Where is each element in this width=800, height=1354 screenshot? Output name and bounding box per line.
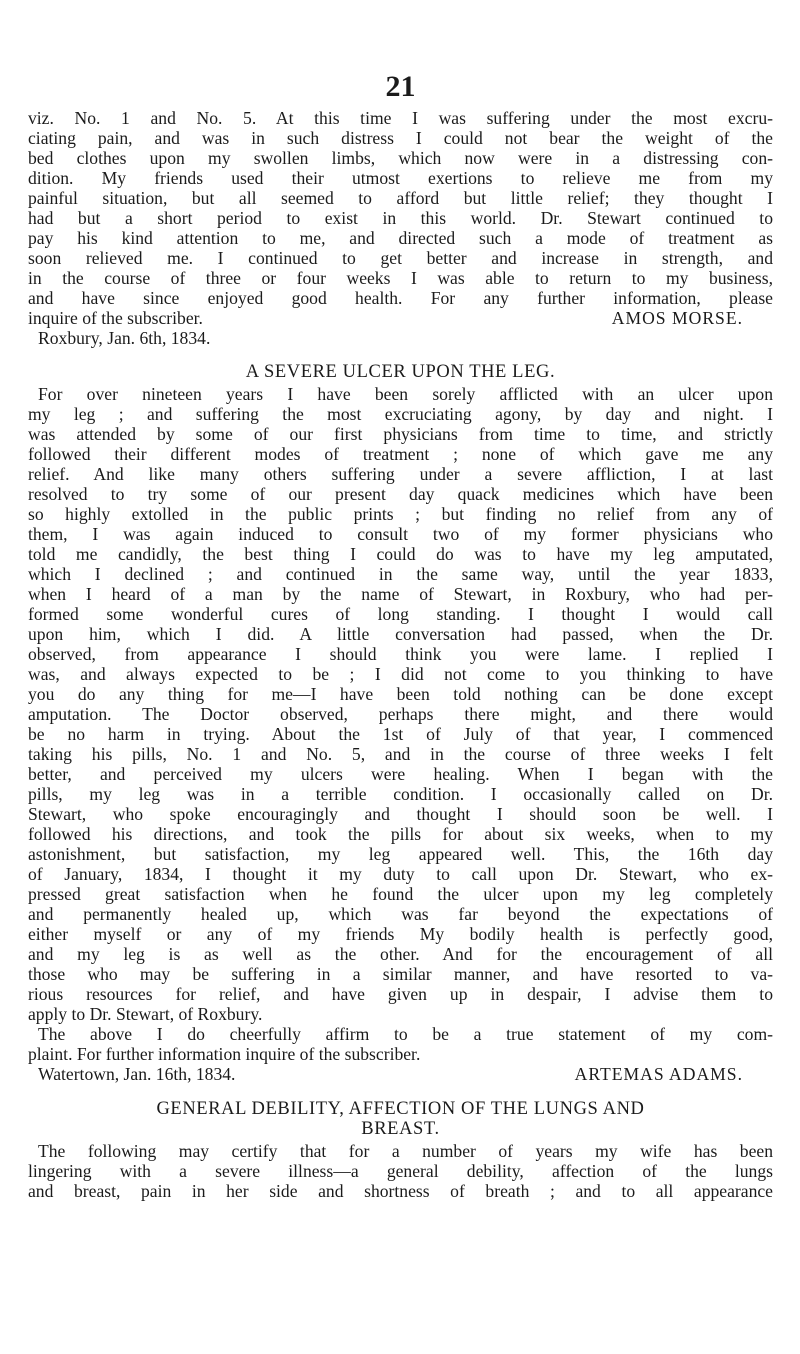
text-line: bed clothes upon my swollen limbs, which now were in a distressing con-	[28, 148, 773, 168]
text-line: in the course of three or four weeks I was able to return to my business,	[28, 268, 773, 288]
text-line: painful situation, but all seemed to afford but little relief; they thought I	[28, 188, 773, 208]
text-line: and breast, pain in her side and shortness of breath ; and to all appearance	[28, 1181, 773, 1201]
text-line: resolved to try some of our present day quack medicines which have been	[28, 484, 773, 504]
document-page	[28, 0, 773, 1354]
text-line: them, I was again induced to consult two of my former physicians who	[28, 524, 773, 544]
signature-row	[28, 1064, 773, 1084]
text-line: so highly extolled in the public prints ; but finding no relief from any of	[28, 504, 773, 524]
text-line: pay his kind attention to me, and directed such a mode of treatment as	[28, 228, 773, 248]
text-line: amputation. The Doctor observed, perhaps there might, and there would	[28, 704, 773, 724]
text-line: plaint. For further information inquire of the subscriber.	[28, 1044, 421, 1064]
text-line: better, and perceived my ulcers were healing. When I began with the	[28, 764, 773, 784]
text-line: was, and always expected to be ; I did not come to you thinking to have	[28, 664, 773, 684]
text-line: apply to Dr. Stewart, of Roxbury.	[28, 1004, 263, 1024]
text-line: and my leg is as well as the other. And for the encouragement of all	[28, 944, 773, 964]
text-line: be no harm in trying. About the 1st of July of that year, I commenced	[28, 724, 773, 744]
signature-name: AMOS MORSE.	[611, 308, 743, 328]
text-line: had but a short period to exist in this world. Dr. Stewart continued to	[28, 208, 773, 228]
text-line: soon relieved me. I continued to get better and increase in strength, and	[28, 248, 773, 268]
text-line: The following may certify that for a number of years my wife has been	[38, 1141, 773, 1161]
text-line: and have since enjoyed good health. For any further information, please	[28, 288, 773, 308]
text-line: Stewart, who spoke encouragingly and thought I should soon be well. I	[28, 804, 773, 824]
section-heading: A SEVERE ULCER UPON THE LEG.	[245, 362, 556, 382]
text-line: rious resources for relief, and have given up in despair, I advise them to	[28, 984, 773, 1004]
section-heading-continued: BREAST.	[361, 1119, 440, 1139]
text-line: observed, from appearance I should think you were lame. I replied I	[28, 644, 773, 664]
text-line: told me candidly, the best thing I could do was to have my leg amputated,	[28, 544, 773, 564]
text-line: pressed great satisfaction when he found the ulcer upon my leg completely	[28, 884, 773, 904]
text-line: For over nineteen years I have been sorely afflicted with an ulcer upon	[38, 384, 773, 404]
text-line: my leg ; and suffering the most excruciating agony, by day and night. I	[28, 404, 773, 424]
place-date: Roxbury, Jan. 6th, 1834.	[38, 328, 211, 348]
text-line: was attended by some of our first physicians from time to time, and strictly	[28, 424, 773, 444]
text-line: relief. And like many others suffering under a severe affliction, I at last	[28, 464, 773, 484]
text-line: followed his directions, and took the pills for about six weeks, when to my	[28, 824, 773, 844]
text-line: upon him, which I did. A little conversation had passed, when the Dr.	[28, 624, 773, 644]
signature-name: ARTEMAS ADAMS.	[574, 1064, 743, 1084]
text-line: taking his pills, No. 1 and No. 5, and in the course of three weeks I felt	[28, 744, 773, 764]
text-line: ciating pain, and was in such distress I could not bear the weight of the	[28, 128, 773, 148]
text-line: viz. No. 1 and No. 5. At this time I was suffering under the most excru-	[28, 108, 773, 128]
text-line: you do any thing for me—I have been told nothing can be done except	[28, 684, 773, 704]
text-line: astonishment, but satisfaction, my leg appeared well. This, the 16th day	[28, 844, 773, 864]
text-line: dition. My friends used their utmost exertions to relieve me from my	[28, 168, 773, 188]
signature-place-date: Watertown, Jan. 16th, 1834.	[38, 1064, 236, 1084]
text-line: followed their different modes of treatment ; none of which gave me any	[28, 444, 773, 464]
text-line: lingering with a severe illness—a general debility, affection of the lungs	[28, 1161, 773, 1181]
text-line: The above I do cheerfully affirm to be a true statement of my com-	[38, 1024, 773, 1044]
text-line: of January, 1834, I thought it my duty to call upon Dr. Stewart, who ex-	[28, 864, 773, 884]
text-line: either myself or any of my friends My bodily health is perfectly good,	[28, 924, 773, 944]
text-line: and permanently healed up, which was far beyond the expectations of	[28, 904, 773, 924]
signature-row	[28, 308, 773, 328]
section-heading: GENERAL DEBILITY, AFFECTION OF THE LUNGS AND	[156, 1099, 645, 1119]
signature-line: inquire of the subscriber.	[28, 308, 203, 328]
text-line: pills, my leg was in a terrible condition. I occasionally called on Dr.	[28, 784, 773, 804]
text-line: those who may be suffering in a similar manner, and have resorted to va-	[28, 964, 773, 984]
text-line: formed some wonderful cures of long standing. I thought I would call	[28, 604, 773, 624]
text-line: when I heard of a man by the name of Stewart, in Roxbury, who had per-	[28, 584, 773, 604]
text-line: which I declined ; and continued in the same way, until the year 1833,	[28, 564, 773, 584]
page-number: 21	[385, 70, 416, 103]
